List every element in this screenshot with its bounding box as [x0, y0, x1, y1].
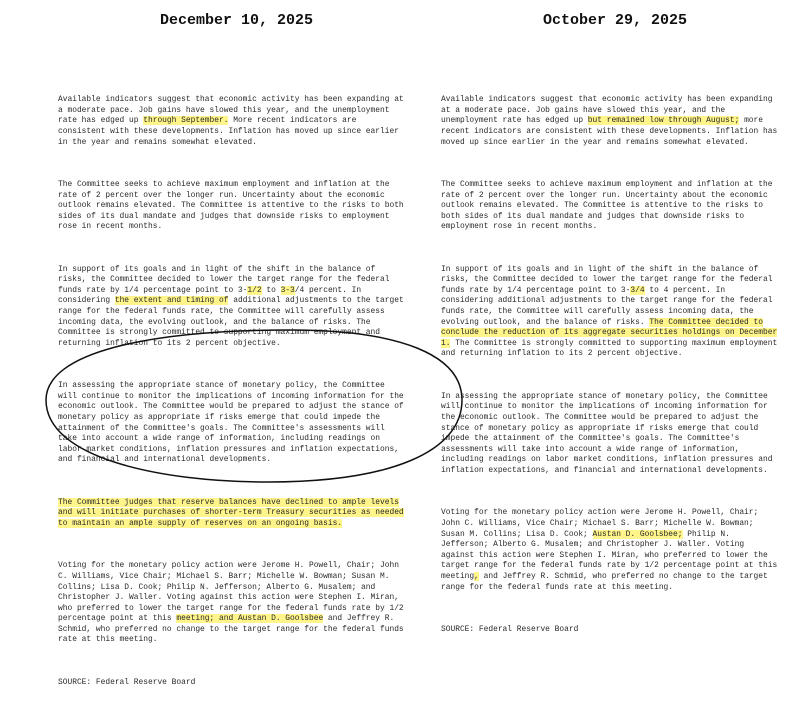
highlighted-text: 1/2 [247, 285, 262, 295]
reserve-balances-highlight: The Committee judges that reserve balances have declined to ample levels and will initiate purchases of shorter-term Treasury securities as needed to maintain an ample supply of reserves on an ongoing basis. [58, 497, 404, 528]
left-source-line: SOURCE: Federal Reserve Board [58, 677, 196, 687]
right-paragraph-mandate: The Committee seeks to achieve maximum employment and inflation at the rate of 2 percent over the longer run. Uncertainty about the economic outlook remains elevated. The Committee is attentive to the risks to both sides of its dual mandate and judges that downside risks to employment rose in recent months. [441, 179, 773, 232]
right-statement-column [441, 74, 777, 657]
text-segment: additional adjustments to the target range for the federal funds rate, the Committee will carefully assess incoming data, the evolving outlook, and the balance of risks. The Committee is strongly committed to supporting maximum employment and returning inflation to its 2 percent objective. [58, 296, 404, 348]
text-segment: Philip N. Jefferson; Alberto G. Musalem; and Christopher J. Waller. Voting against this action were Stephen I. Miran, who preferred to lower the target range for the federal funds rate by 1/2 percentage point at this meeting [441, 529, 778, 581]
text-segment: and Jeffrey R. Schmid, who preferred no change to the target range for the federal funds rate at this meeting. [58, 614, 404, 645]
right-paragraph-economic-activity [441, 95, 777, 148]
right-paragraph-monetary-stance: In assessing the appropriate stance of monetary policy, the Committee will continue to monitor the implications of incoming information for the economic outlook. The Committee would be prepared to adjust the stance of monetary policy as appropriate if risks emerge that could impede the attainment of the Committee's goals. The Committee's assessments will take into account a wide range of information, including readings on labor market conditions, inflation pressures and inflation expectations, and financial and international developments. [441, 391, 773, 475]
highlighted-text: 3/4 [630, 285, 645, 295]
text-segment: The Committee is strongly committed to supporting maximum employment and returning inflation to its 2 percent objective. [441, 338, 778, 359]
highlighted-text: The Committee decided to conclude the reduction of its aggregate securities holdings on December 1. [441, 317, 778, 348]
text-segment: More recent indicators are consistent with these developments. Inflation has moved up since earlier in the year and remains somewhat elevated. [58, 116, 399, 147]
right-paragraph-voting [441, 508, 777, 593]
left-paragraph-economic-activity [58, 95, 404, 148]
left-paragraph-voting [58, 561, 404, 646]
text-segment: to [261, 285, 281, 295]
left-paragraph-policy-decision [58, 265, 404, 350]
left-paragraph-mandate: The Committee seeks to achieve maximum employment and inflation at the rate of 2 percent over the longer run. Uncertainty about the economic outlook remains elevated. The Committee is attentive to the risks to both sides of its dual mandate and judges that downside risks to employment rose in recent months. [58, 179, 404, 232]
highlighted-text: 3-3 [280, 285, 295, 295]
text-segment: to 4 percent. In considering additional adjustments to the target range for the federal funds rate, the Committee will carefully assess incoming data, the evolving outlook, and the balance of risks. [441, 285, 773, 327]
text-segment: /4 percent. In considering [58, 285, 362, 306]
highlighted-text: meeting; and Austan D. Goolsbee [176, 614, 324, 624]
right-paragraph-policy-decision [441, 265, 777, 360]
highlighted-text: through September. [143, 116, 229, 126]
left-paragraph-monetary-stance: In assessing the appropriate stance of monetary policy, the Committee will continue to monitor the implications of incoming information for the economic outlook. The Committee would be prepared to adjust the stance of monetary policy as appropriate if risks emerge that could impede the attainment of the Committee's goals. The Committee's assessments will take into account a wide range of information, including readings on labor market conditions, inflation pressures and inflation expectations, and financial and international developments. [58, 381, 404, 465]
highlighted-text: the extent and timing of [114, 296, 229, 306]
text-segment: and Jeffrey R. Schmid, who preferred no change to the target range for the federal funds rate at this meeting. [441, 571, 768, 592]
right-date-title: October 29, 2025 [543, 12, 688, 29]
text-segment: Voting for the monetary policy action were Jerome H. Powell, Chair; John C. Williams, Vice Chair; Michael S. Barr; Michelle W. Bowman; Susan M. Collins; Lisa D. Cook; [441, 508, 759, 539]
highlighted-text: but remained low through August; [587, 116, 740, 126]
text-segment: In support of its goals and in light of the shift in the balance of risks, the Committee decided to lower the target range for the federal funds rate by 1/4 percentage point to 3- [58, 264, 390, 295]
right-source-line: SOURCE: Federal Reserve Board [441, 624, 579, 634]
text-segment: Available indicators suggest that economic activity has been expanding at a moderate pace. Job gains have slowed this year, and the unemployment rate has edged up [58, 95, 404, 126]
text-segment: In support of its goals and in light of the shift in the balance of risks, the Committee decided to lower the target range for the federal funds rate by 1/4 percentage point to 3- [441, 264, 773, 295]
text-segment: Voting for the monetary policy action were Jerome H. Powell, Chair; John C. Williams, Vice Chair; Michael S. Barr; Michelle W. Bowman; Susan M. Collins; Lisa D. Cook; Philip N. Jefferson; Alberto G. Musalem; and Christopher J. Waller. Voting against this action were Stephen I. Miran, who preferred to lower the target range for the federal funds rate by 1/2 percentage point at this [58, 561, 404, 624]
text-segment: more recent indicators are consistent with these developments. Inflation has moved up since earlier in the year and remains somewhat elevated. [441, 116, 778, 147]
highlighted-text: Austan D. Goolsbee; [592, 529, 683, 539]
text-segment: Available indicators suggest that economic activity has been expanding at a moderate pace. Job gains have slowed this year, and the unemployment rate has edged up [441, 95, 773, 126]
left-statement-column [58, 74, 404, 710]
highlighted-text: , [474, 571, 479, 581]
left-paragraph-reserve-balances [58, 498, 404, 530]
left-date-title: December 10, 2025 [160, 12, 314, 29]
